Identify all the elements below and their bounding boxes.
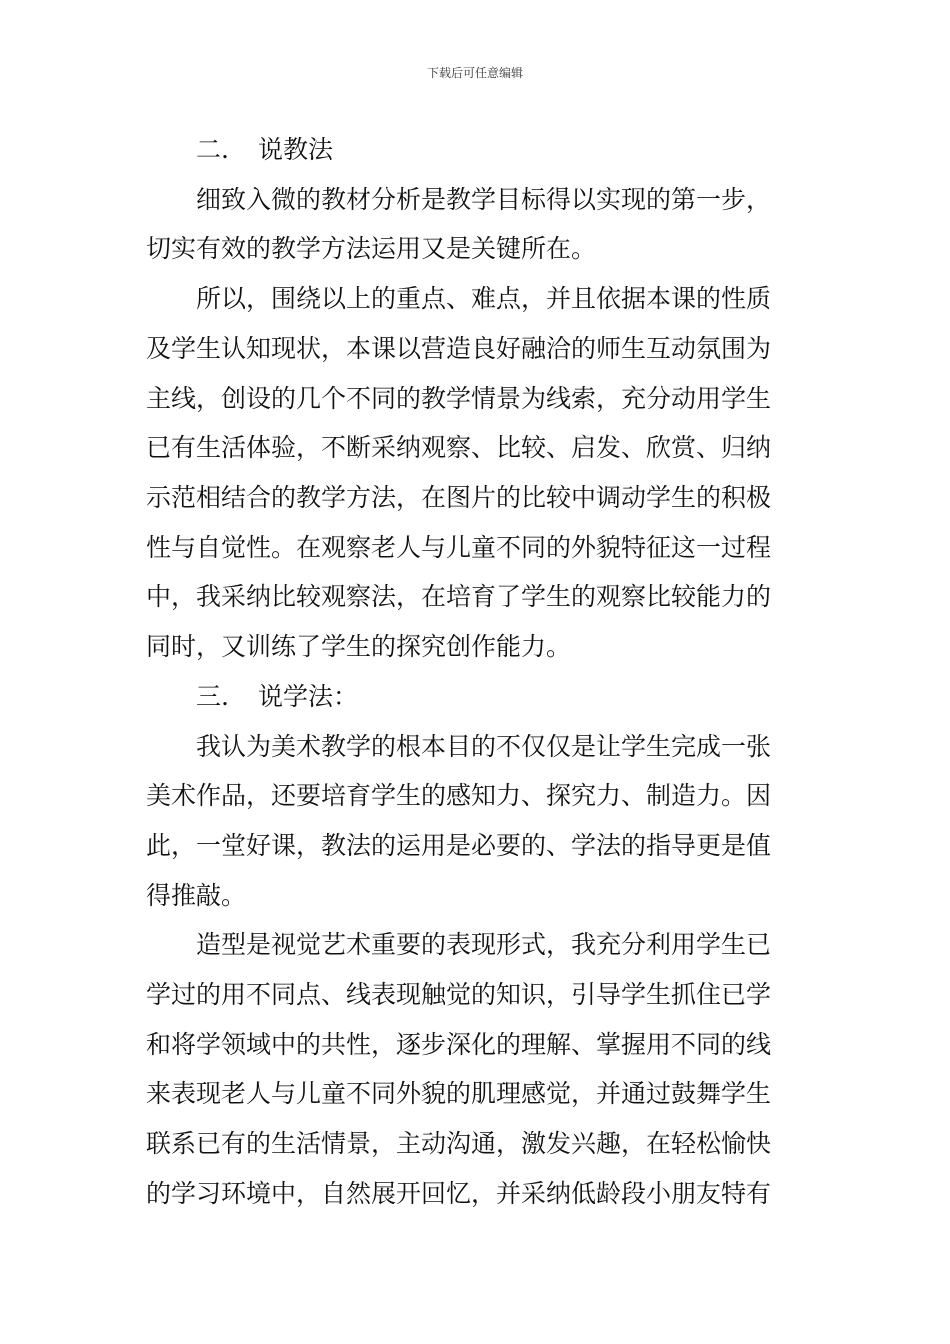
- paragraph-line: 性与自觉性。在观察老人与儿童不同的外貌特征这一过程: [146, 533, 772, 562]
- paragraph-line: 中，我采纳比较观察法，在培育了学生的观察比较能力的: [146, 582, 772, 611]
- section-title: 说学法：: [258, 682, 359, 711]
- paragraph-line: 同时，又训练了学生的探究创作能力。: [146, 632, 572, 661]
- section-heading: [196, 680, 866, 714]
- paragraph-line: 切实有效的教学方法运用又是关键所在。: [146, 234, 597, 263]
- paragraph-line: 细致入微的教材分析是教学目标得以实现的第一步，: [196, 185, 772, 214]
- paragraph-line: 此，一堂好课，教法的运用是必要的、学法的指导更是值: [146, 831, 772, 860]
- paragraph-line: 已有生活体验，不断采纳观察、比较、启发、欣赏、归纳: [146, 433, 772, 462]
- paragraph-line: 造型是视觉艺术重要的表现形式，我充分利用学生已: [196, 930, 772, 959]
- paragraph-line: 联系已有的生活情景，主动沟通，激发兴趣，在轻松愉快: [146, 1129, 772, 1158]
- paragraph-line: 得推敲。: [146, 881, 247, 910]
- section-title: 说教法: [258, 135, 334, 164]
- paragraph-line: 学过的用不同点、线表现触觉的知识，引导学生抓住已学: [146, 980, 772, 1009]
- page-header: 下载后可任意编辑: [426, 66, 523, 80]
- paragraph-line: 来表现老人与儿童不同外貌的肌理感觉，并通过鼓舞学生: [146, 1079, 772, 1108]
- paragraph-line: 及学生认知现状，本课以营造良好融洽的师生互动氛围为: [146, 334, 772, 363]
- section-number: 三.: [196, 682, 229, 711]
- section-number: 二.: [196, 135, 229, 164]
- section-heading: [196, 133, 866, 167]
- paragraph-line: 所以，围绕以上的重点、难点，并且依据本课的性质: [196, 284, 772, 313]
- paragraph-line: 和将学领域中的共性，逐步深化的理解、掌握用不同的线: [146, 1030, 772, 1059]
- paragraph-line: 主线，创设的几个不同的教学情景为线索，充分动用学生: [146, 384, 772, 413]
- paragraph-line: 美术作品，还要培育学生的感知力、探究力、制造力。因: [146, 781, 772, 810]
- paragraph-line: 的学习环境中，自然展开回忆，并采纳低龄段小朋友特有: [146, 1179, 772, 1208]
- paragraph-line: 示范相结合的教学方法，在图片的比较中调动学生的积极: [146, 483, 772, 512]
- paragraph-line: 我认为美术教学的根本目的不仅仅是让学生完成一张: [196, 732, 772, 761]
